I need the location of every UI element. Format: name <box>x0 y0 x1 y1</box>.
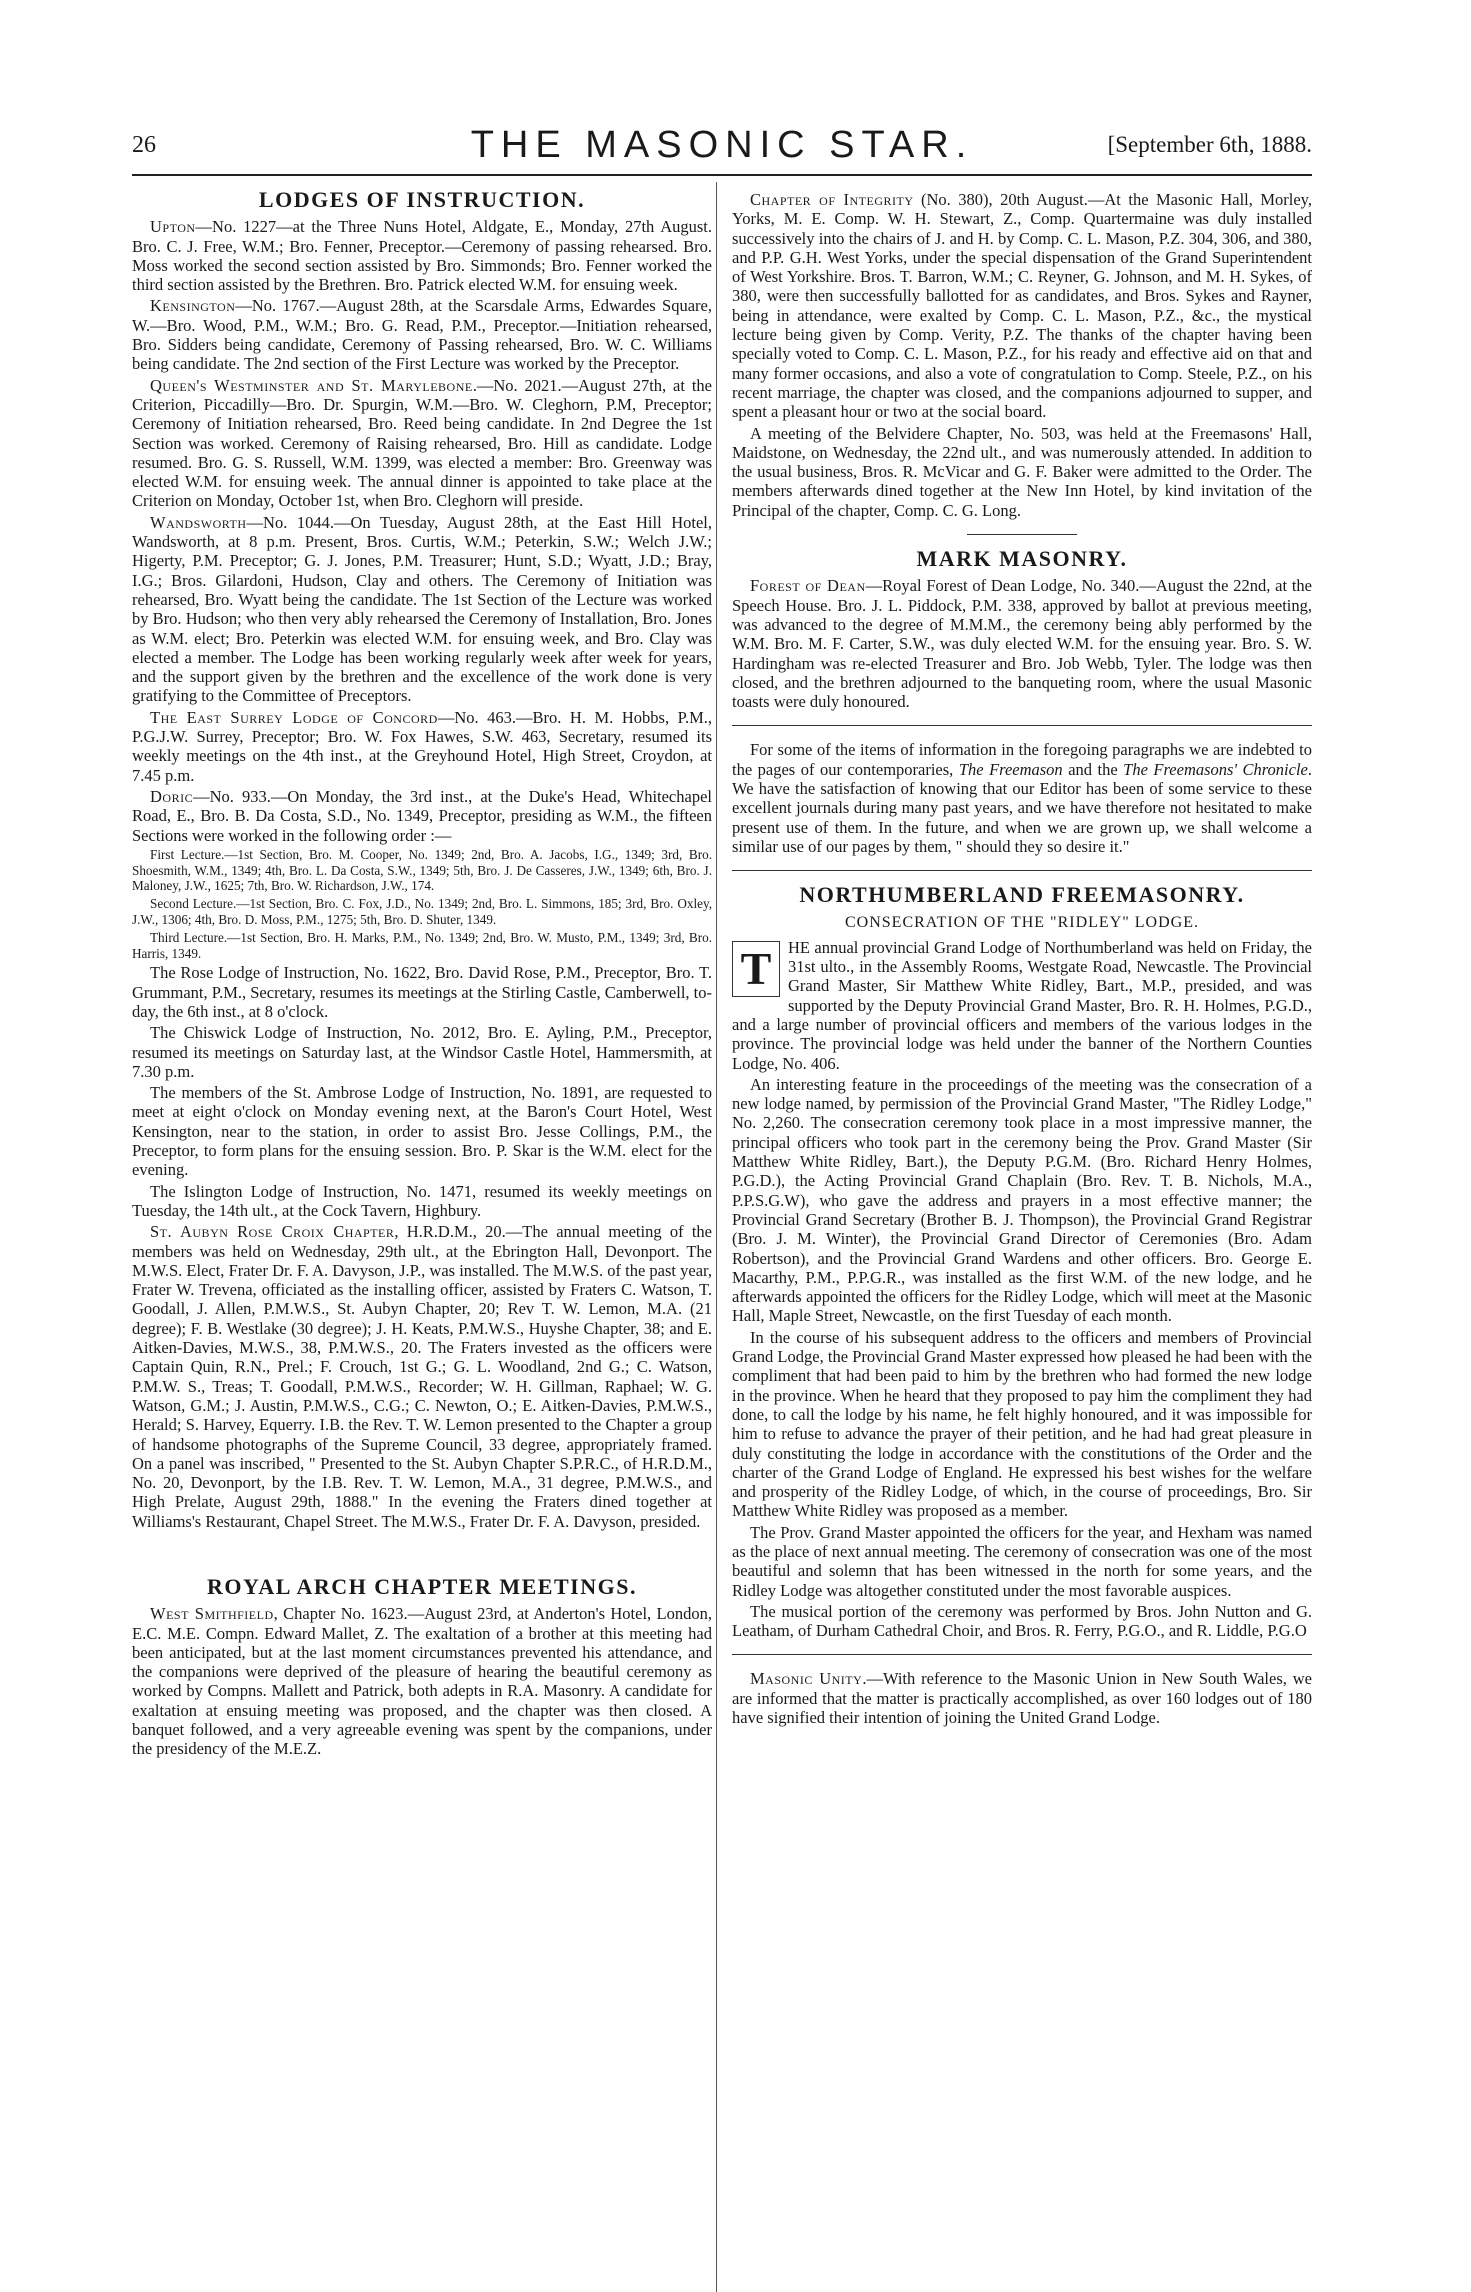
article-rose: The Rose Lodge of Instruction, No. 1622, Bro. David Rose, P.M., Preceptor, Bro. T. Grummant, P.M., Secretary, resumes its meetings at the Stirling Castle, Camberwell, to-day, the 6th inst., at 8 o'clock. <box>132 963 712 1021</box>
article-belvidere: A meeting of the Belvidere Chapter, No. 503, was held at the Freemasons' Hall, Maidstone, on Wednesday, the 22nd ult., and was numerously attended. In addition to the usual business, Bros. R. McVicar and G. F. Baker were admitted to the Order. The members afterwards dined together at the New Inn Hotel, by kind invitation of the Principal of the chapter, Comp. C. G. Long. <box>732 423 1312 520</box>
article-west-smithfield: West Smithfield, Chapter No. 1623.—August 23rd, at Anderton's Hotel, London, E.C. M.E. Compn. Edward Mallet, Z. The exaltation of a brother at this meeting had been anticipated, but at the last moment circumstances prevented his attendance, and the companions were deprived of the pleasure of hearing the beautiful ceremony as worked by Compns. Mallett and Patrick, both adepts in R.A. Masonry. A candidate for exaltation at ensuing meeting was proposed, and the chapter was then closed. A banquet followed, and a very agreeable evening was spent by the companions, under the presidency of the M.E.Z. <box>132 1604 712 1759</box>
article-northumberland-music: The musical portion of the ceremony was performed by Bros. John Nutton and G. Leatham, of Durham Cathedral Choir, and Bros. R. Ferry, P.G.O., and R. Liddle, P.G.O <box>732 1601 1312 1641</box>
first-lecture: First Lecture.—1st Section, Bro. M. Cooper, No. 1349; 2nd, Bro. A. Jacobs, I.G., 1349; 3rd, Bro. Shoesmith, W.M., 1349; 4th, Bro. L. Da Costa, S.W., 1349; 5th, Bro. J. De Casseres, J.W., 1349; 6th, Bro. J. Maloney, J.W., 1625; 7th, Bro. W. Richardson, J.W., 174. <box>132 846 712 894</box>
header-rule <box>132 174 1312 176</box>
article-wandsworth: Wandsworth—No. 1044.—On Tuesday, August 28th, at the East Hill Hotel, Wandsworth, at 8 p.m. Present, Bros. Curtis, W.M.; Peterkin, S.W.; Welch J.W.; Higerty, P.M. Preceptor; G. J. Jones, P.M. Treasurer; Hunt, S.D.; Wyatt, J.D.; Bray, I.G.; Bros. Gilardoni, Hudson, Clay and others. The Ceremony of Initiation was rehearsed, Bro. Wyatt being the candidate. The 1st Section of the Lecture was worked by Bro. Hudson; who then very ably rehearsed the Ceremony of Installation, Bro. Jones as W.M. elect; Bro. Peterkin was elected W.M. for ensuing week, and Bro. Clay was elected a member. The Lodge has been working regularly week after week for years, and the support given by the brethren and the excellence of the work done is very gratifying to the Committee of Preceptors. <box>132 512 712 706</box>
section-rule <box>967 534 1077 535</box>
issue-date: [September 6th, 1888. <box>1107 132 1312 157</box>
lead-in: Chapter of Integrity <box>750 190 914 209</box>
article-northumberland-officers: The Prov. Grand Master appointed the officers for the year, and Hexham was named as the place of next annual meeting. The ceremony of consecration was one of the most beautiful and solemn that has been witnessed in the north for some years, and the Ridley Lodge was altogether constituted under the most favorable auspices. <box>732 1522 1312 1600</box>
article-northumberland-intro: T HE annual provincial Grand Lodge of Northumberland was held on Friday, the 31st ulto., in the Assembly Rooms, Westgate Road, Newcastle. The Provincial Grand Master, Sir Matthew White Ridley, Bart., M.P., presided, and was supported by the Deputy Provincial Grand Master, Bro. R. H. Holmes, P.G.D., and a large number of provincial officers and members of the various lodges in the province. The provincial lodge was held under the banner of the Northern Counties Lodge, No. 406. <box>732 937 1312 1073</box>
article-st-aubyn: St. Aubyn Rose Croix Chapter, H.R.D.M., 20.—The annual meeting of the members was held on Wednesday, 29th ult., at the Ebrington Hall, Devonport. The M.W.S. Elect, Frater Dr. F. A. Davyson, J.P., was installed. The M.W.S. of the past year, Frater W. Trevena, officiated as the installing officer, assisted by Fraters C. Watson, T. Goodall, J. Allen, P.M.W.S., St. Aubyn Chapter, 20; Rev T. W. Lemon, M.A. (21 degree); F. B. Westlake (30 degree); J. H. Keats, P.M.W.S., Huyshe Chapter, 38; and E. Aitken-Davies, M.W.S., 38, P.M.W.S., 20. The Fraters invested as the officers were Captain Quin, R.N., Prel.; F. Crouch, 1st G.; G. L. Woodland, 2nd G.; C. Watson, P.M.W. S., Treas; T. Goodall, P.M.W.S., Recorder; W. H. Gillman, Raphael; W. G. Watson, G.M.; J. Austin, P.M.W.S., C.G.; C. Newton, O.; E. Aitken-Davies, P.M.W.S., Herald; S. Harvey, Equerry. I.B. the Rev. T. W. Lemon presented to the Chapter a group of handsome photographs of the Supreme Council, 33 degree, appropriately framed. On a panel was inscribed, " Presented to the St. Aubyn Chapter S.P.R.C., of H.R.D.M., No. 20, Devonport, by the I.B. Rev. T. W. Lemon, M.A., 31 degree, P.M.W.S., and High Prelate, August 29th, 1888." In the evening the Fraters dined together at Williams's Restaurant, Chapel Street. The M.W.S., Frater Dr. F. A. Davyson, presided. <box>132 1222 712 1531</box>
page-number: 26 <box>132 132 156 158</box>
section-rule <box>732 1654 1312 1655</box>
page-header <box>132 124 1312 174</box>
drop-cap: T <box>732 941 780 997</box>
right-column <box>732 190 1312 1729</box>
lead-in: Queen's Westminster and St. Marylebone <box>150 375 473 395</box>
lead-in: Wandsworth <box>150 512 247 532</box>
lead-in: Kensington <box>150 296 236 316</box>
third-lecture: Third Lecture.—1st Section, Bro. H. Marks, P.M., No. 1349; 2nd, Bro. W. Musto, P.M., 1349; 3rd, Bro. Harris, 1349. <box>132 929 712 961</box>
northumberland-subheading: CONSECRATION OF THE "RIDLEY" LODGE. <box>845 913 1199 931</box>
article-ambrose: The members of the St. Ambrose Lodge of Instruction, No. 1891, are requested to meet at eight o'clock on Monday evening next, at the Baron's Court Hotel, West Kensington, near to the station, in order to assist Bro. Jesse Collings, P.M., the Preceptor, to form plans for the ensuing session. Bro. P. Skar is the W.M. elect for the evening. <box>132 1083 712 1180</box>
editorial-note: For some of the items of information in the foregoing paragraphs we are indebted to the pages of our contemporaries, The Freemason and the The Freemasons' Chronicle. We have the satisfaction of knowing that our Editor has been of some service to these excellent journals during many past years, and we have therefore not hesitated to make present use of them. In the future, and when we are grown up, we shall welcome a similar use of our pages by them, " should they so desire it." <box>732 740 1312 856</box>
article-northumberland-consecration: An interesting feature in the proceedings of the meeting was the consecration of a new lodge named, by permission of the Provincial Grand Master, "The Ridley Lodge," No. 2,260. The consecration ceremony took place in a most impressive manner, the principal officers who took part in the ceremony being the Prov. Grand Master (Sir Matthew White Ridley, Bart.), the Deputy P.G.M. (Bro. Richard Henry Holmes, P.G.D.), the Acting Provincial Grand Chaplain (Bro. Rev. T. B. Nichols, M.A., P.P.S.G.W), who gave the address and prayers in a most effective manner; the Provincial Grand Secretary (Brother B. J. Thompson), the Provincial Grand Registrar (Bro. J. M. Winter), the Provincial Grand Director of Ceremonies (Bro. Adam Robertson), and the Provincial Grand Wardens and other officers. Bro. George E. Macarthy, P.M., P.P.G.R., was installed as the first W.M. of the new lodge, and he afterwards appointed the officers for the Ridley Lodge, which will meet at the Masonic Hall, Maple Street, Newcastle, on the first Tuesday of each month. <box>732 1074 1312 1326</box>
column-divider <box>716 182 717 2292</box>
article-east-surrey: The East Surrey Lodge of Concord—No. 463.—Bro. H. M. Hobbs, P.M., P.G.J.W. Surrey, Preceptor; Bro. W. Fox Hawes, S.W. 463, Secretary, resumed its weekly meetings on the 4th inst., at the Greyhound Hotel, High Street, Croydon, at 7.45 p.m. <box>132 707 712 785</box>
article-doric: Doric—No. 933.—On Monday, the 3rd inst., at the Duke's Head, Whitechapel Road, E., Bro. B. Da Costa, S.D., No. 1349, Preceptor, presiding as W.M., the fifteen Sections were worked in the following order :— <box>132 786 712 845</box>
article-chiswick: The Chiswick Lodge of Instruction, No. 2012, Bro. E. Ayling, P.M., Preceptor, resumed its meetings on Saturday last, at the Windsor Castle Hotel, Hammersmith, at 7.30 p.m. <box>132 1023 712 1081</box>
publication-name: The Freemasons' Chronicle <box>1123 759 1308 779</box>
article-northumberland-address: In the course of his subsequent address to the officers and members of Provincial Grand Lodge, the Provincial Grand Master expressed how pleased he had been with the compliment that had been paid to him by the brethren who had formed the new lodge in the province. When he heard that they proposed to pay him the compliment they had done, to call the lodge by his name, he felt highly honoured, and it was impossible for him to refuse to advance the prayer of their petition, and he had had great pleasure in duly constituting the lodge in accordance with the constitutions of the Order and the charter of the Grand Lodge of England. He expressed his best wishes for the welfare and prosperity of the Ridley Lodge, of which, in the course of proceedings, Bro. Sir Matthew White Ridley was proposed as a member. <box>732 1327 1312 1521</box>
lead-in: Masonic Unity <box>750 1669 863 1689</box>
lead-in: Forest of Dean <box>750 576 866 596</box>
article-islington: The Islington Lodge of Instruction, No. 1471, resumed its weekly meetings on Tuesday, the 14th ult., at the Cock Tavern, Highbury. <box>132 1181 712 1220</box>
article-kensington: Kensington—No. 1767.—August 28th, at the Scarsdale Arms, Edwardes Square, W.—Bro. Wood, P.M., W.M.; Bro. G. Read, P.M., Preceptor.—Initiation rehearsed, Bro. Sidders being candidate, Ceremony of Passing rehearsed, Bro. W. C. Williams being candidate. The 2nd section of the First Lecture was worked by the Preceptor. <box>132 296 712 374</box>
left-column <box>132 187 712 1761</box>
northumberland-heading: NORTHUMBERLAND FREEMASONRY. <box>799 882 1245 908</box>
mark-masonry-heading: MARK MASONRY. <box>916 546 1128 572</box>
lead-in: Upton <box>150 217 196 237</box>
lead-in: West Smithfield <box>150 1604 274 1624</box>
article-integrity: Chapter of Integrity (No. 380), 20th August.—At the Masonic Hall, Morley, Yorks, M. E. Comp. W. H. Stewart, Z., Comp. Quartermaine was duly installed successively into the chairs of J. and H. by Comp. C. L. Mason, P.Z. 304, 306, and 380, and P.P. G.H. West Yorks, under the special dispensation of the Grand Superintendent of West Yorkshire. Bros. T. Barron, W.M.; C. Reyner, G. Johnson, and M. H. Sykes, of 380, were then successfully ballotted for as candidates, and Bros. Sykes and Rayner, being in attendance, were exalted by Comp. C. L. Mason, P.Z., &c., the mystical lecture being given by Comp. Verity, P.Z. The thanks of the chapter having been specially voted to Comp. C. L. Mason, P.Z., for his ready and effective aid on that and many former occasions, and also a vote of congratulation to Comp. Steele, P.Z., on his recent marriage, the chapter was closed, and the companions adjourned to supper, and spent a pleasant hour or two at the social board. <box>732 190 1312 422</box>
second-lecture: Second Lecture.—1st Section, Bro. C. Fox, J.D., No. 1349; 2nd, Bro. L. Simmons, 185; 3rd, Bro. Oxley, J.W., 1306; 4th, Bro. D. Moss, P.M., 1275; 5th, Bro. D. Shuter, 1349. <box>132 896 712 927</box>
royal-arch-heading: ROYAL ARCH CHAPTER MEETINGS. <box>207 1573 637 1599</box>
section-rule <box>732 725 1312 726</box>
publication-name: The Freemason <box>958 759 1063 779</box>
article-forest-of-dean: Forest of Dean—Royal Forest of Dean Lodge, No. 340.—August the 22nd, at the Speech House. Bro. J. L. Piddock, P.M. 338, approved by ballot at previous meeting, was advanced to the degree of M.M.M., the ceremony being ably performed by the W.M. Bro. M. F. Carter, S.W., was duly elected W.M. for the ensuing year. Bro. S. W. Hardingham was re-elected Treasurer and Bro. Job Webb, Tyler. The lodge was then closed, and the brethren adjourned to the banqueting room, where the usual Masonic toasts were duly honoured. <box>732 576 1312 712</box>
lodges-heading: LODGES OF INSTRUCTION. <box>258 187 586 212</box>
article-masonic-unity: Masonic Unity.—With reference to the Masonic Union in New South Wales, we are informed that the matter is practically accomplished, as over 160 lodges out of 180 have signified their intention of joining the United Grand Lodge. <box>732 1669 1313 1728</box>
lead-in: The East Surrey Lodge of Concord <box>150 707 438 727</box>
article-queens-westminster: Queen's Westminster and St. Marylebone.—No. 2021.—August 27th, at the Criterion, Piccadilly—Bro. Dr. Spurgin, W.M.—Bro. W. Cleghorn, P.M, Preceptor; Ceremony of Initiation rehearsed, Bro. Reed being candidate. In 2nd Degree the 1st Section was worked. Ceremony of Raising rehearsed, Bro. Hill as candidate. Lodge resumed. Bro. G. S. Russell, W.M. 1399, was elected a member: Bro. Greenway was elected W.M. for ensuing week. The annual dinner is appointed to take place at the Criterion on Monday, October 1st, when Bro. Cleghorn will preside. <box>132 375 712 511</box>
lead-in: St. Aubyn Rose Croix Chapter <box>150 1222 395 1242</box>
lead-in: Doric <box>150 786 194 806</box>
spacer <box>132 1533 712 1577</box>
masthead: THE MASONIC STAR. <box>470 124 974 166</box>
article-upton: Upton—No. 1227—at the Three Nuns Hotel, Aldgate, E., Monday, 27th August. Bro. C. J. Free, W.M.; Bro. Fenner, Preceptor.—Ceremony of passing rehearsed. Bro. Moss worked the second section assisted by Bro. Simmonds; Bro. Fenner worked the third section assisted by the Brethren. Bro. Patrick elected W.M. for ensuing week. <box>132 217 712 295</box>
section-rule <box>732 870 1312 871</box>
